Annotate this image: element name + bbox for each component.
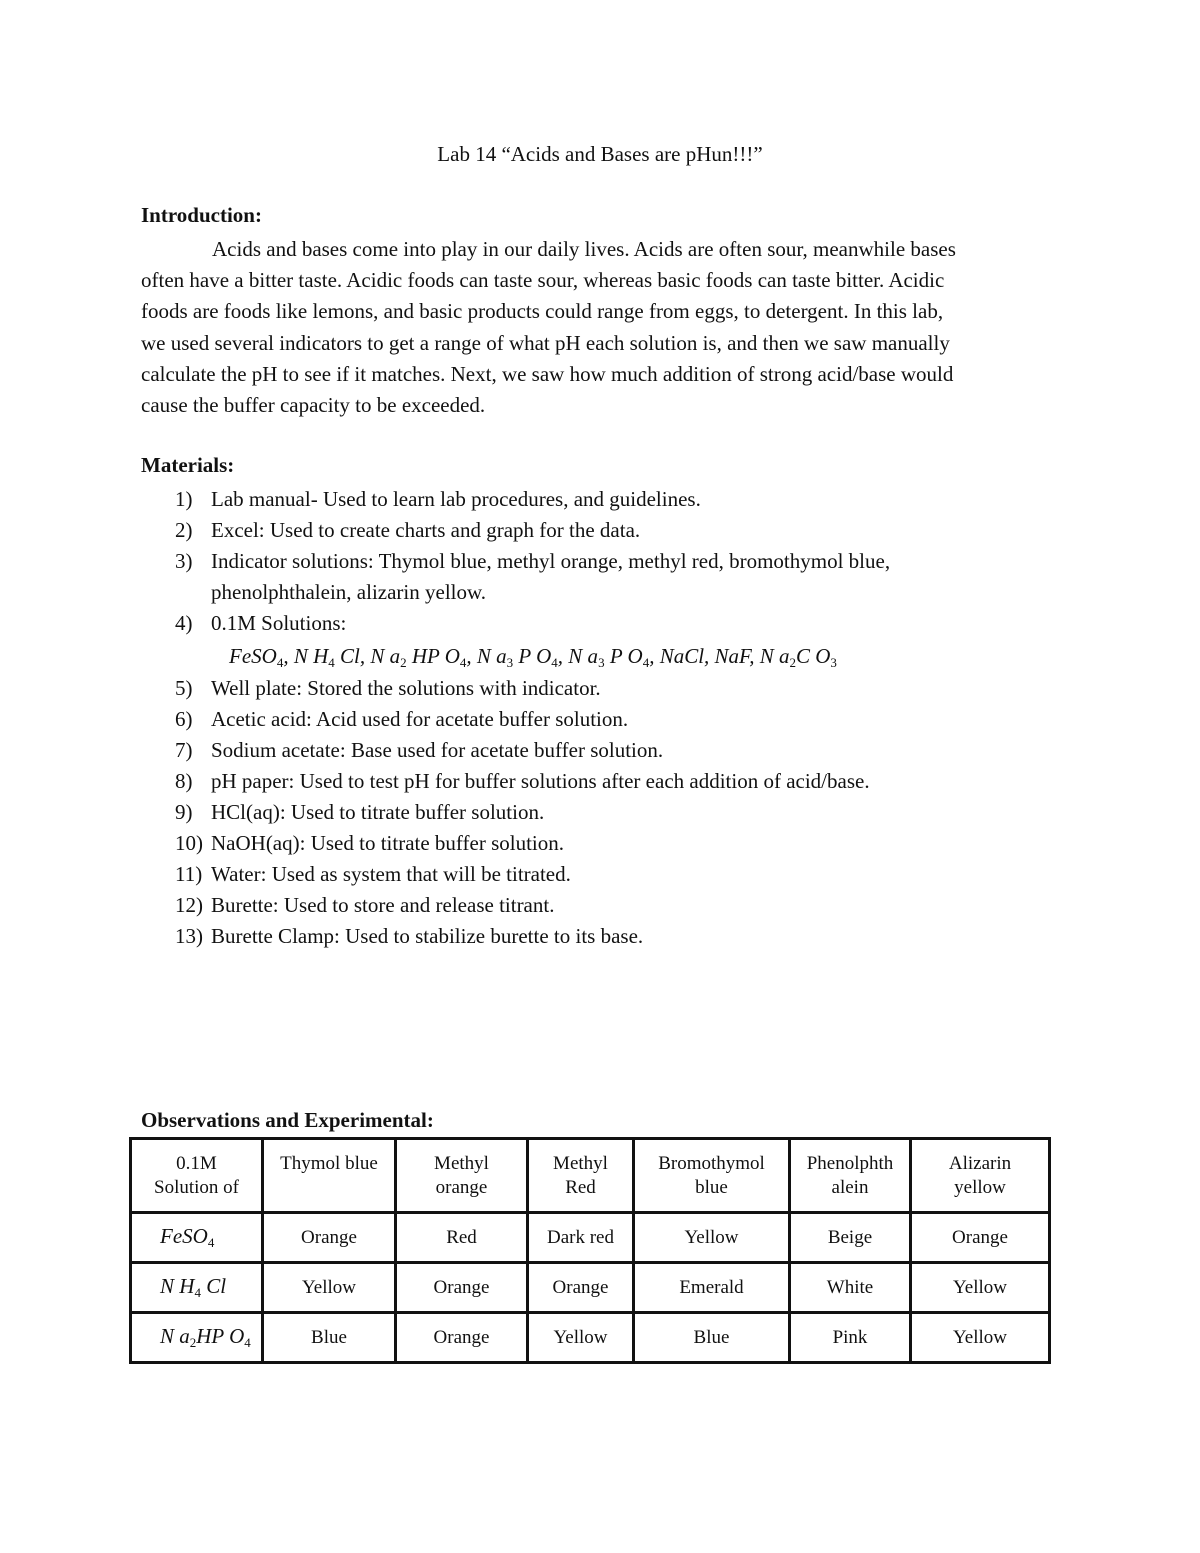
intro-line: calculate the pH to see if it matches. Next, we saw how much addition of strong acid/base would (141, 361, 954, 386)
formula-list (141, 639, 1081, 673)
table-cell: Dark red (528, 1213, 634, 1263)
table-row (131, 1313, 1050, 1363)
table-row (131, 1213, 1050, 1263)
table-cell: Blue (263, 1313, 396, 1363)
intro-line: foods are foods like lemons, and basic products could range from eggs, to detergent. In this lab, (141, 299, 944, 324)
header-cell: Methyl Red (528, 1139, 634, 1213)
observations-heading: Observations and Experimental: (141, 1108, 434, 1132)
table-cell: White (790, 1263, 911, 1313)
list-item: 2) Excel: Used to create charts and graph for the data. (175, 518, 641, 542)
list-item: 9) HCl(aq): Used to titrate buffer solution. (175, 800, 545, 824)
intro-line: cause the buffer capacity to be exceeded. (141, 392, 486, 417)
table-cell: Yellow (634, 1213, 790, 1263)
header-cell: Bromothymol blue (634, 1139, 790, 1213)
intro-line: Acids and bases come into play in our daily lives. Acids are often sour, meanwhile bases (212, 237, 956, 261)
header-cell: Phenolphth alein (790, 1139, 911, 1213)
list-item: 7) Sodium acetate: Base used for acetate buffer solution. (175, 738, 664, 762)
list-item: 11) Water: Used as system that will be titrated. (175, 862, 571, 886)
solution-cell: N $a_2HP$ $O_4$ (131, 1313, 263, 1363)
intro-line: we used several indicators to get a range of what pH each solution is, and then we saw manually (141, 330, 950, 355)
list-item: 6) Acetic acid: Acid used for acetate buffer solution. (175, 707, 629, 731)
table-cell: Blue (634, 1313, 790, 1363)
observations-table (129, 1137, 1051, 1364)
header-cell: 0.1M Solution of (131, 1139, 263, 1213)
list-item: 1) Lab manual- Used to learn lab procedures, and guidelines. (175, 487, 701, 511)
table-row (131, 1263, 1050, 1313)
header-cell: Methyl orange (396, 1139, 528, 1213)
table-cell: Beige (790, 1213, 911, 1263)
intro-line: often have a bitter taste. Acidic foods can taste sour, whereas basic foods can taste bitter. Acidic (141, 268, 945, 293)
table-cell: Orange (396, 1263, 528, 1313)
list-item: 10) NaOH(aq): Used to titrate buffer solution. (175, 831, 565, 855)
table-cell: Yellow (528, 1313, 634, 1363)
table-cell: Orange (396, 1313, 528, 1363)
list-item: 4) 0.1M Solutions: (175, 611, 347, 635)
table-cell: Emerald (634, 1263, 790, 1313)
list-item: 8) pH paper: Used to test pH for buffer solutions after each addition of acid/base. (175, 769, 870, 793)
table-cell: Yellow (911, 1263, 1050, 1313)
table-cell: Yellow (263, 1263, 396, 1313)
table-cell: Yellow (911, 1313, 1050, 1363)
introduction-heading: Introduction: (141, 203, 262, 227)
materials-list (141, 484, 1081, 952)
header-cell: Thymol blue (263, 1139, 396, 1213)
list-item: 13) Burette Clamp: Used to stabilize burette to its base. (175, 924, 644, 948)
solution-cell: N $H_4$ Cl (131, 1263, 263, 1313)
table-cell: Orange (263, 1213, 396, 1263)
document-title: Lab 14 “Acids and Bases are pHun!!!” (437, 142, 763, 166)
list-item: 12) Burette: Used to store and release titrant. (175, 893, 555, 917)
table-header-row (131, 1139, 1050, 1213)
introduction-paragraph (141, 234, 1061, 421)
table-cell: Red (396, 1213, 528, 1263)
list-item: phenolphthalein, alizarin yellow. (211, 580, 487, 604)
solution-formulas: FeSO$_4$, N $H_4$ Cl, N $a_2$ HP $O_4$, N $a_3$ P $O_4$, N $a_3$ P $O_4$, NaCl, NaF, N $a_2C$ $O_3$ (229, 644, 837, 670)
materials-heading: Materials: (141, 453, 235, 477)
header-cell: Alizarin yellow (911, 1139, 1050, 1213)
solution-cell: FeSO$_4$ (131, 1213, 263, 1263)
list-item: 5) Well plate: Stored the solutions with indicator. (175, 676, 601, 700)
table-cell: Orange (528, 1263, 634, 1313)
list-item: 3) Indicator solutions: Thymol blue, methyl orange, methyl red, bromothymol blue, (175, 549, 891, 573)
table-cell: Orange (911, 1213, 1050, 1263)
table-cell: Pink (790, 1313, 911, 1363)
